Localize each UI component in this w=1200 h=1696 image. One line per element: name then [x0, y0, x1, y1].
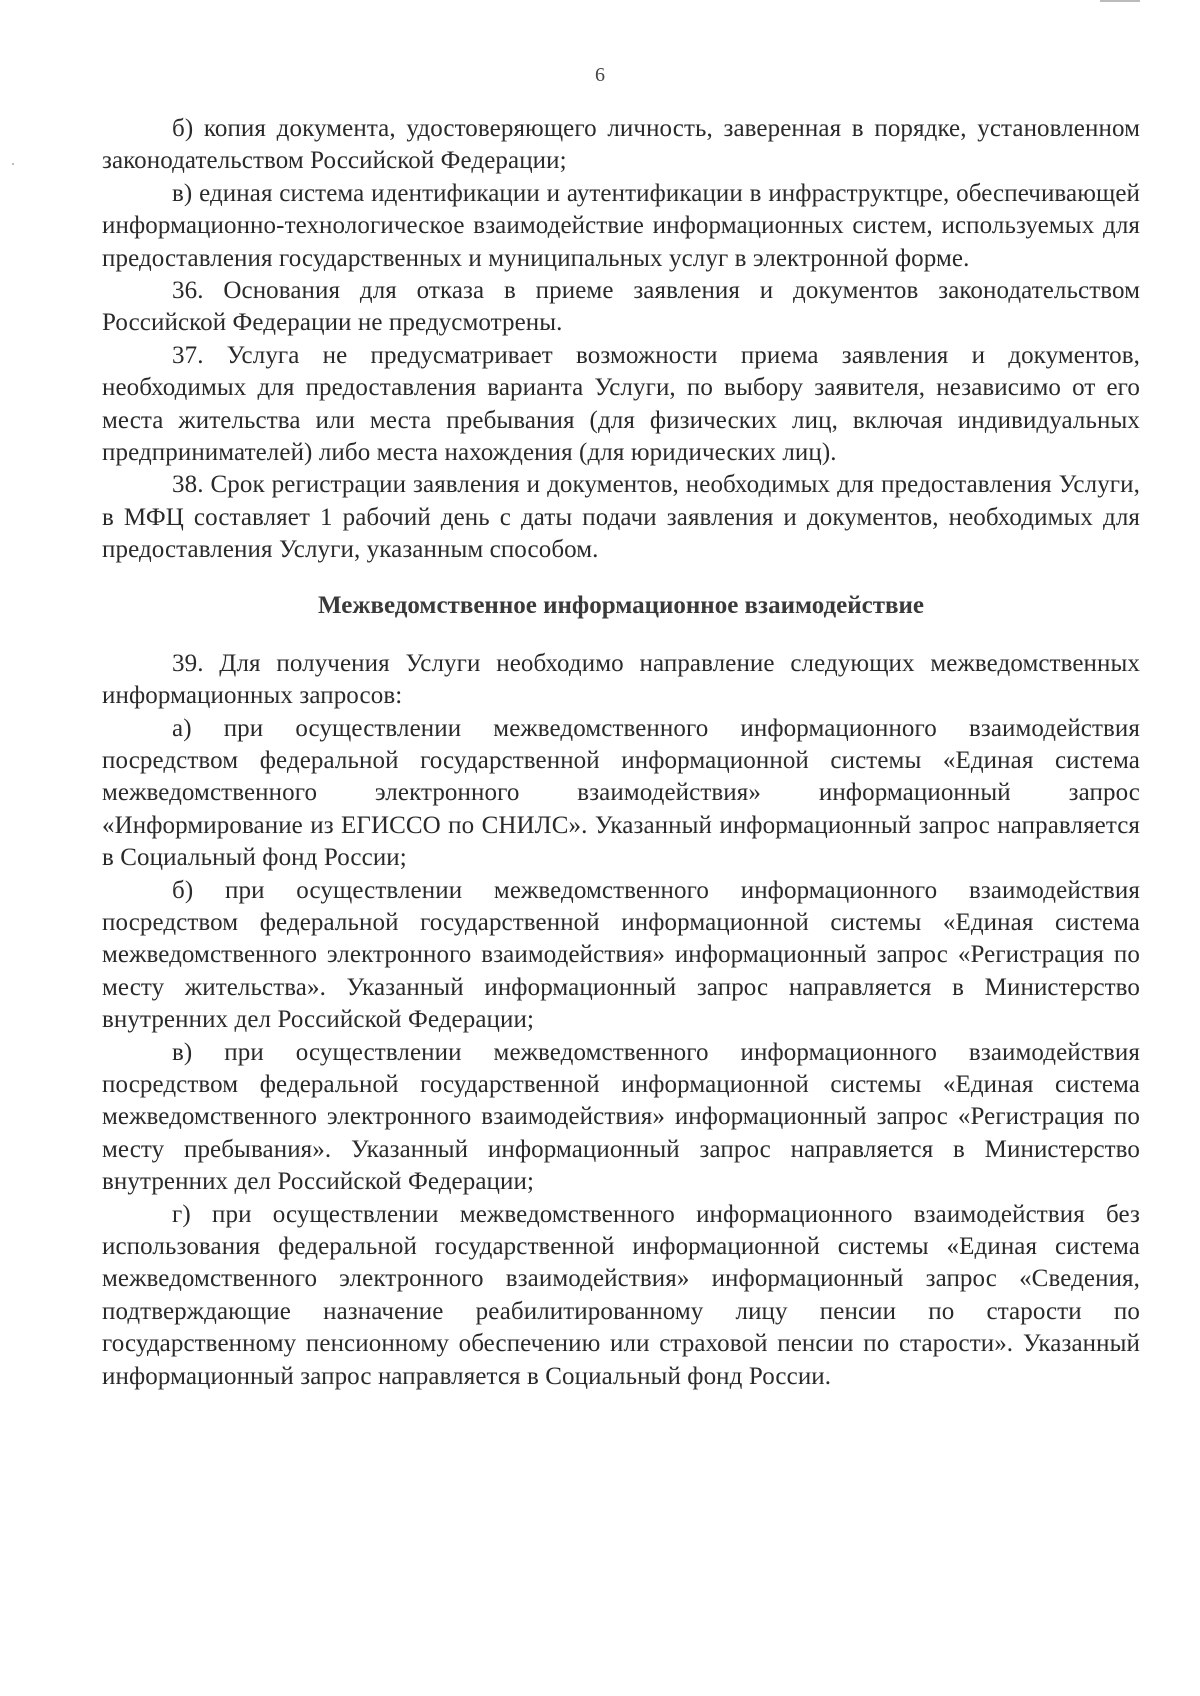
paragraph-b-identity-copy: б) копия документа, удостоверяющего личность, заверенная в порядке, установленном законодательством Российской Федерации;: [102, 115, 1140, 175]
paragraph-39-a: а) при осуществлении межведомственного информационного взаимодействия посредством федеральной государственной информационной системы «Единая система межведомственного электронного взаимодействия» информационный запрос «Информирование из ЕГИССО по СНИЛС». Указанный информационный запрос направляется в Социальный фонд России;: [102, 714, 1140, 872]
document-body: [102, 113, 1140, 1393]
paragraph-v-esia: в) единая система идентификации и аутентификации в инфраструктцре, обеспечивающей информационно-технологическое взаимодействие информационных систем, используемых для предоставления государственных и муниципальных услуг в электронной форме.: [102, 179, 1140, 272]
scan-mark-top-right: [1100, 0, 1140, 2]
paragraph-37: 37. Услуга не предусматривает возможности приема заявления и документов, необходимых для предоставления варианта Услуги, по выбору заявителя, независимо от его места жительства или места пребывания (для физических лиц, включая индивидуальных предпринимателей) либо места нахождения (для юридических лиц).: [102, 341, 1140, 467]
paragraph-39-g: г) при осуществлении межведомственного информационного взаимодействия без использования федеральной государственной информационной системы «Единая система межведомственного электронного взаимодействия» информационный запрос «Сведения, подтверждающие назначение реабилитированному лицу пенсии по старости по государственному пенсионному обеспечению или страховой пенсии по старости». Указанный информационный запрос направляется в Социальный фонд России.: [102, 1200, 1140, 1390]
paragraph-36: 36. Основания для отказа в приеме заявления и документов законодательством Российской Федерации не предусмотрены.: [102, 277, 1140, 337]
scan-mark-left-dot: [12, 163, 14, 165]
paragraph-39: 39. Для получения Услуги необходимо направление следующих межведомственных информационных запросов:: [102, 649, 1140, 710]
paragraph-39-b: б) при осуществлении межведомственного информационного взаимодействия посредством федеральной государственной информационной системы «Единая система межведомственного электронного взаимодействия» информационный запрос «Регистрация по месту жительства». Указанный информационный запрос направляется в Министерство внутренних дел Российской Федерации;: [102, 876, 1140, 1034]
page-number: 6: [595, 64, 605, 86]
paragraph-39-v: в) при осуществлении межведомственного информационного взаимодействия посредством федеральной государственной информационной системы «Единая система межведомственного электронного взаимодействия» информационный запрос «Регистрация по месту пребывания». Указанный информационный запрос направляется в Министерство внутренних дел Российской Федерации;: [102, 1038, 1140, 1196]
section-heading: Межведомственное информационное взаимодействие: [318, 591, 924, 619]
paragraph-38: 38. Срок регистрации заявления и документов, необходимых для предоставления Услуги, в МФЦ составляет 1 рабочий день с даты подачи заявления и документов, необходимых для предоставления Услуги, указанным способом.: [102, 471, 1140, 564]
